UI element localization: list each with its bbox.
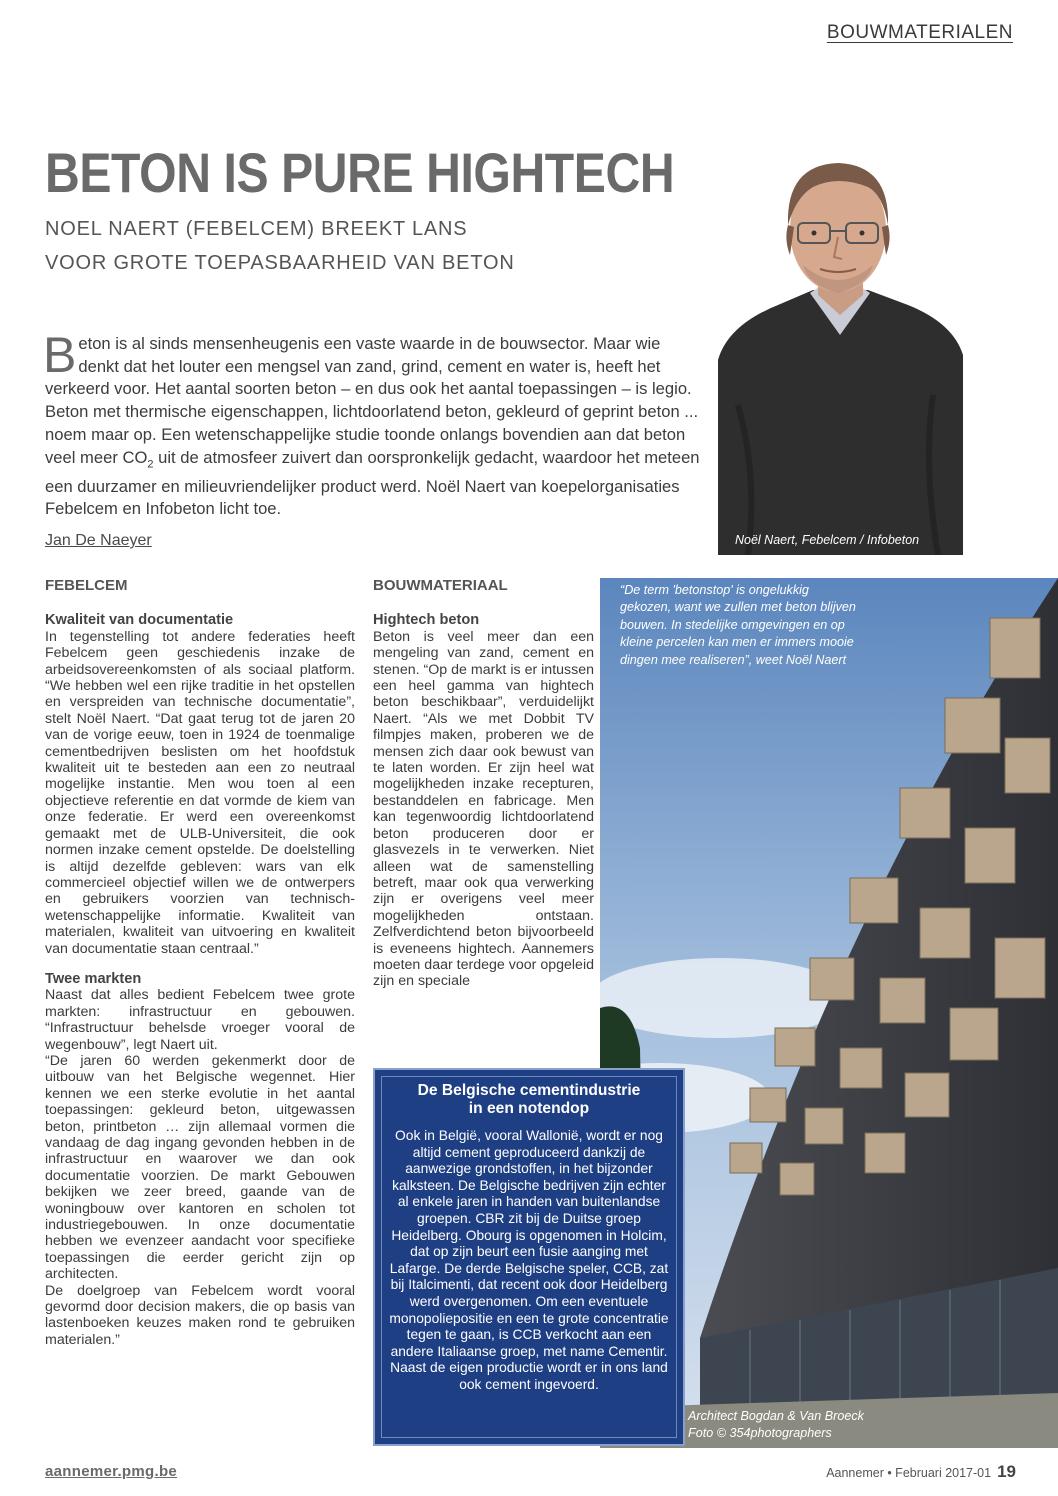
subtitle-line-1: NOEL NAERT (FEBELCEM) BREEKT LANS (45, 218, 468, 240)
intro-text-2: uit de atmosfeer zuivert dan oorspronkelijk gedacht, waardoor het meteen een duurzamer en milieuvriendelijker product werd. Noël Naert van koepelorganisaties Febelcem en Infobeton licht toe. (45, 447, 700, 519)
info-box (373, 1068, 685, 1446)
intro-subscript: 2 (147, 457, 154, 470)
intro-dropcap: B (43, 327, 77, 383)
info-box-title-line-1: De Belgische cementindustrie (417, 1082, 641, 1099)
portrait-illustration (718, 145, 963, 555)
website-link[interactable]: aannemer.pmg.be (45, 1463, 178, 1480)
paragraph: De doelgroep van Febelcem wordt vooral gevormd door decision makers, die op basis van lastenboeken keuzes maken rond te gebruiken materialen.” (45, 1282, 355, 1348)
subtitle-line-2: VOOR GROTE TOEPASBAARHEID VAN BETON (45, 252, 515, 274)
page-number: 19 (997, 1462, 1016, 1481)
section-tag: BOUWMATERIALEN (826, 22, 1013, 43)
photo-credit-architect: Architect Bogdan & Van Broeck (688, 1409, 864, 1423)
article-subtitle (45, 212, 515, 280)
author-byline: Jan De Naeyer (45, 532, 152, 549)
intro-text-1: eton is al sinds mensenheugenis een vaste waarde in de bouwsector. Maar wie denkt dat het louter een mengsel van zand, grind, cement en water is, heeft het verkeerd voor. Het aantal soorten beton – en dus ook het aantal toepassingen – is legio. Beton met thermische eigenschappen, lichtdoorlatend beton, gekleurd of geprint beton ... noem maar op. Een wetenschappelijke studie toonde onlangs bovendien aan dat beton veel meer CO (45, 334, 699, 467)
paragraph: “De jaren 60 werden gekenmerkt door de uitbouw van het Belgische wegennet. Hier kennen we een sterke evolutie in het aantal toepassingen: gekleurd beton, uitgewassen beton, printbeton … zijn allemaal vormen die vandaag de dag ingang gevonden hebben in de infrastructuur en waarover we dan ook documentatie voorzien. De markt Gebouwen bekijken we zeer breed, gaande van de woningbouw over kantoren en scholen tot industriegebouwen. In onze documentatie hebben we evenzeer aandacht voor specifieke toepassingen die eerder gericht zijn op architecten. (45, 1052, 355, 1283)
page-footer (826, 1462, 1016, 1482)
portrait-caption: Noël Naert, Febelcem / Infobeton (735, 533, 920, 547)
article-intro (43, 327, 705, 521)
paragraph: Naast dat alles bedient Febelcem twee grote markten: infrastructuur en gebouwen. “Infrastructuur behelsde vroeger vooral de wegenbouw”, legt Naert uit. (45, 987, 355, 1053)
info-box-title-line-2: in een notendop (468, 1100, 590, 1117)
pull-quote: “De term 'betonstop' is ongelukkig gekozen, want we zullen met beton blijven bouwen. In stedelijke omgevingen en op kleine percelen kan men er immers mooie dingen mee realiseren”, weet Noël Naert (620, 583, 856, 667)
paragraph: Beton is veel meer dan een mengeling van zand, cement en stenen. “Op de markt is er intussen een heel gamma van hightech beton beschikbaar”, verduidelijkt Naert. “Als we met Dobbit TV filmpjes maken, proberen we de mensen zich daar ook bewust van te laten worden. Er zijn heel wat mogelijkheden inzake recepturen, bestanddelen en fabricage. Men kan tegenwoordig lichtdoorlatend beton produceren door er glasvezels in te verwerken. Niet alleen wat de samenstelling betreft, maar ook qua verwerking zijn er overigens veel meer mogelijkheden ontstaan. Zelfverdichtend beton bijvoorbeeld is eveneens hightech. Aannemers moeten daar terdege voor opgeleid zijn en speciale (373, 628, 594, 990)
info-box-title (385, 1082, 673, 1118)
article-title: BETON IS PURE HIGHTECH (45, 141, 675, 204)
section-heading-bouwmateriaal: BOUWMATERIAAL (373, 577, 508, 594)
column-febelcem (45, 578, 355, 1348)
subheading-twee-markten: Twee markten (45, 970, 142, 987)
portrait-photo (718, 145, 963, 555)
photo-credit (688, 1408, 864, 1443)
photo-credit-photographer: Foto © 354photographers (688, 1426, 832, 1441)
paragraph: In tegenstelling tot andere federaties heeft Febelcem geen geschiedenis inzake de arbeidsovereenkomsten of als sociaal platform. “We hebben wel een rijke traditie in het opstellen en verspreiden van technische documentatie”, stelt Noël Naert. “Dat gaat terug tot de jaren 20 van de vorige eeuw, toen in 1924 de toenmalige cementbedrijven beslisten om het hoofdstuk kwaliteit uit te besteden aan een zo neutraal mogelijke instantie. Men wou toen al een objectieve referentie en dat vormde de kiem van onze federatie. Er werd een overeenkomst gemaakt met de ULB-Universiteit, die ook normen inzake cement opstelde. De doelstelling is altijd dezelfde gebleven: wars van elk commercieel objectief willen we de ontwerpers en gebruikers voorzien van technisch-wetenschappelijke informatie. Kwaliteit van materialen, kwaliteit van uitvoering en kwaliteit van documentatie staan centraal.” (45, 628, 355, 957)
subheading-kwaliteit: Kwaliteit van documentatie (45, 612, 234, 629)
subheading-hightech-beton: Hightech beton (373, 612, 480, 629)
issue-label: Aannemer • Februari 2017-01 (826, 1466, 992, 1480)
section-heading-febelcem: FEBELCEM (45, 577, 128, 594)
info-box-text: Ook in België, vooral Wallonië, wordt er nog altijd cement geproduceerd dankzij de aanwezige grondstoffen, in het bijzonder kalksteen. De Belgische bedrijven zijn echter al enkele jaren in handen van buitenlandse groepen. CBR zit bij de Duitse groep Heidelberg. Obourg is opgenomen in Holcim, dat op zijn beurt een fusie aanging met Lafarge. De derde Belgische speler, CCB, zat bij Italcimenti, dat recent ook door Heidelberg werd overgenomen. Om een eventuele monopoliepositie en een te grote concentratie tegen te gaan, is CCB verkocht aan een andere Italiaanse groep, met name Cementir. Naast de eigen productie wordt er in ons land ook cement ingevoerd. (389, 1128, 669, 1392)
column-bouwmateriaal (373, 578, 594, 990)
